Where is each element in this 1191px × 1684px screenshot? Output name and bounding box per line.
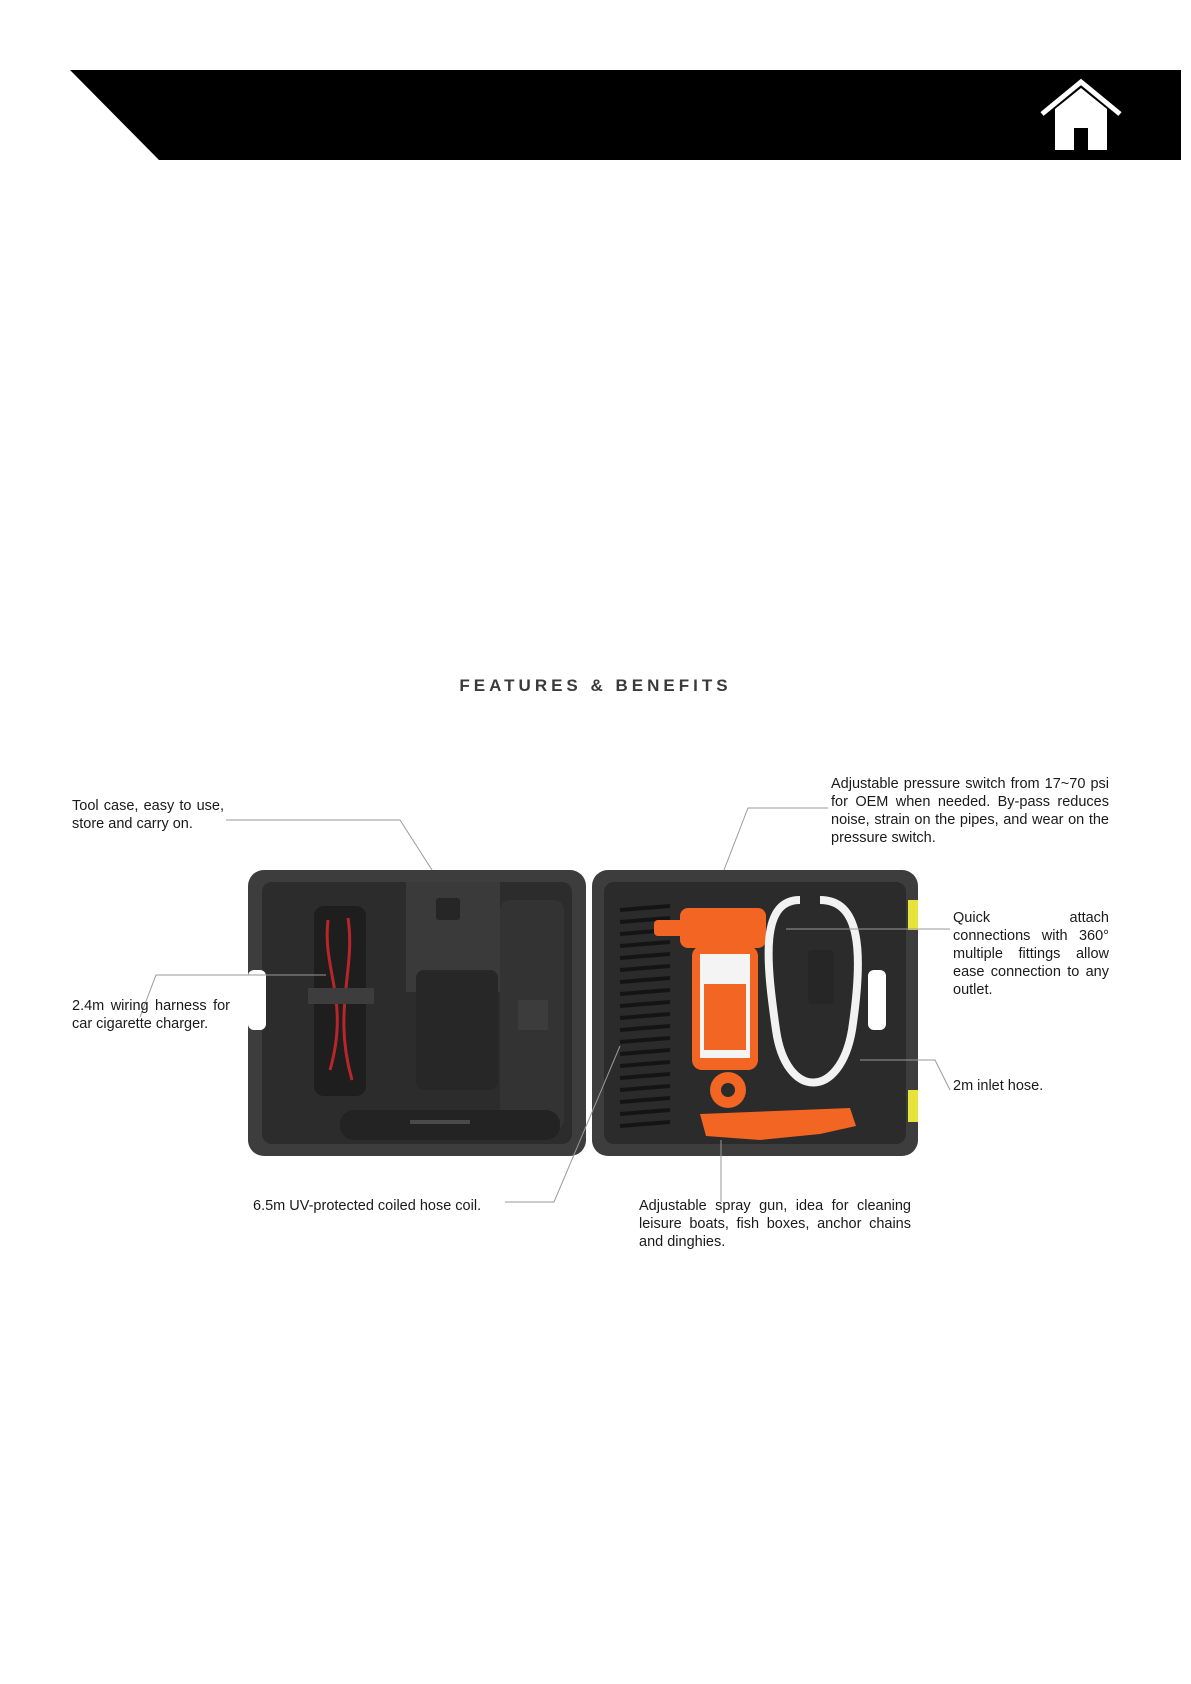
callout-coiled-hose: 6.5m UV-protected coiled hose coil. — [253, 1198, 482, 1214]
product-figure — [60, 770, 1130, 1260]
callout-spray-gun: Adjustable spray gun, idea for cleaning leisure boats, fish boxes, anchor chains and dinghies. — [639, 1198, 911, 1250]
header-band — [70, 70, 1181, 160]
callout-inlet-hose: 2m inlet hose. — [953, 1078, 1044, 1094]
home-icon — [1038, 78, 1124, 154]
callout-tool-case: Tool case, easy to use, store and carry on. — [72, 798, 224, 832]
features-title: FEATURES & BENEFITS — [459, 676, 732, 695]
home-button[interactable] — [1038, 78, 1124, 154]
callout-pressure-switch: Adjustable pressure switch from 17~70 psi for OEM when needed. By-pass reduces noise, strain on the pipes, and wear on the pressure switch. — [831, 776, 1109, 846]
callout-wiring-harness: 2.4m wiring harness for car cigarette charger. — [72, 998, 230, 1032]
callout-quick-attach: Quick attach connections with 360° multiple fittings allow ease connection to any outlet. — [953, 910, 1109, 998]
